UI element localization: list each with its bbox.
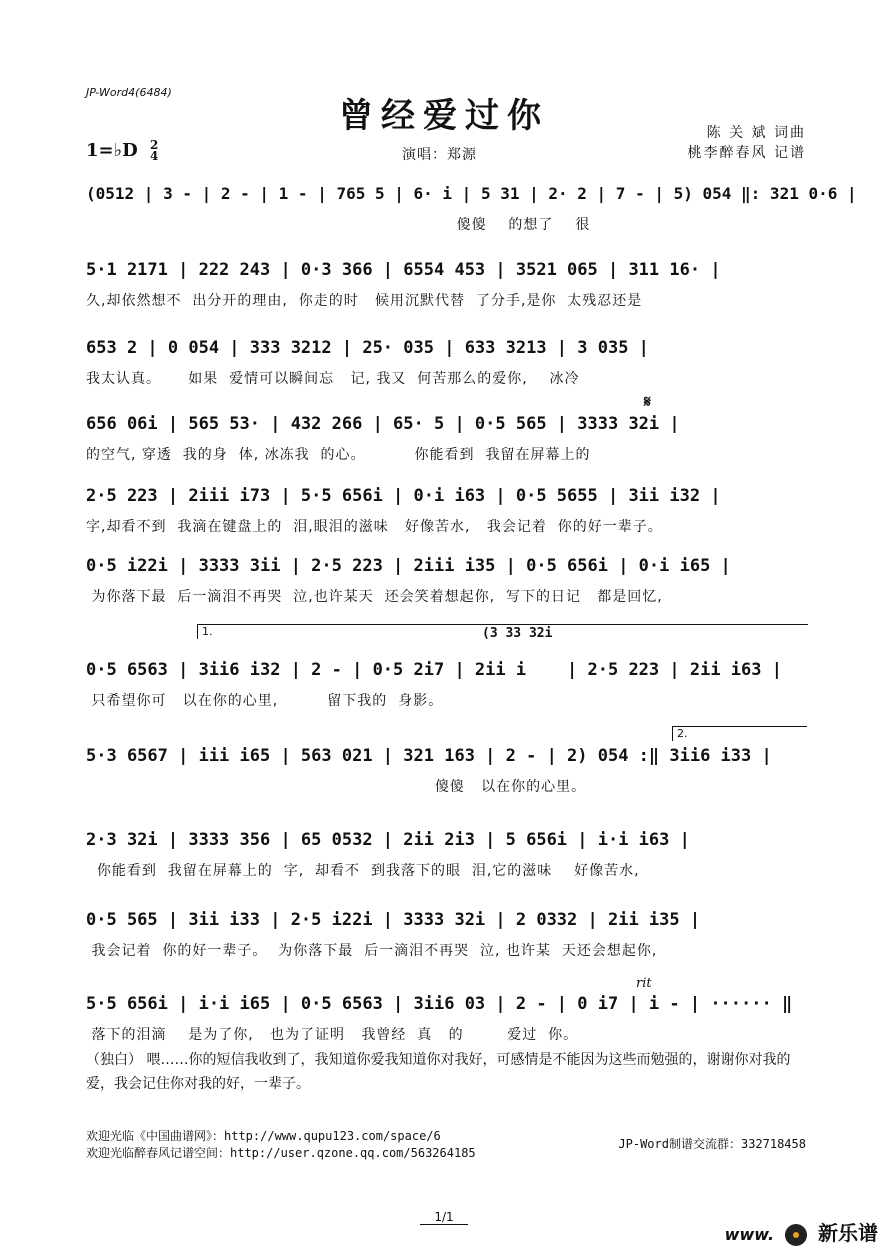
brand-name: 新乐谱 [818, 1221, 878, 1245]
volta-2-bracket [672, 726, 807, 741]
rit-marking: rit [636, 976, 652, 991]
ossia-notes: (3 33 32i [482, 626, 553, 641]
row-notes: 2·5 223 | 2iii i73 | 5·5 656i | 0·i i63 | 0·5 5655 | 3ii i32 | [86, 486, 721, 506]
row-notes: 5·3 6567 | iii i65 | 563 021 | 321 163 | 2 - | 2) 054 :‖ 3ii6 i33 | [86, 746, 772, 766]
transcriber-credit: 桃李醉春风 记谱 [687, 145, 806, 161]
brand-watermark [725, 1217, 878, 1246]
brand-www: www. [724, 1225, 775, 1244]
brand-logo-icon [785, 1224, 807, 1246]
row-notes: 0·5 565 | 3ii i33 | 2·5 i22i | 3333 32i | 2 0332 | 2ii i35 | [86, 910, 701, 930]
software-label: JP-Word4(6484) [86, 86, 172, 99]
footer-link-1[interactable]: 欢迎光临《中国曲谱网》：http://www.qupu123.com/space/6 [86, 1129, 441, 1143]
time-top: 2 [150, 138, 159, 152]
row-lyrics: 你能看到 我留在屏幕上的 字, 却看不 到我落下的眼 泪,它的滋味 好像苦水, [86, 863, 640, 879]
key-text: 1=♭D [86, 140, 138, 161]
volta-2-label: 2. [677, 727, 688, 740]
time-signature [150, 140, 158, 162]
page-title: 曾经爱过你 [339, 96, 549, 136]
row-lyrics: 傻傻 以在你的心里。 [86, 779, 587, 795]
row-lyrics: 傻傻 的想了 很 [86, 217, 591, 233]
row-notes: (0512 | 3 - | 2 - | 1 - | 765 5 | 6· i | 5 31 | 2· 2 | 7 - | 5) 054 ‖: 321 0·6 | [86, 184, 857, 203]
time-bottom: 4 [150, 149, 159, 163]
row-notes: 5·1 2171 | 222 243 | 0·3 366 | 6554 453 | 3521 065 | 311 16· | [86, 260, 721, 280]
composer-credit: 陈 关 斌 词曲 [706, 125, 806, 141]
row-lyrics: 久,却依然想不 出分开的理由, 你走的时 候用沉默代替 了分手,是你 太残忍还是 [86, 293, 643, 309]
volta-1-label: 1. [202, 625, 213, 638]
row-notes: 0·5 i22i | 3333 3ii | 2·5 223 | 2iii i35 | 0·5 656i | 0·i i65 | [86, 556, 731, 576]
row-notes: 656 06i | 565 53· | 432 266 | 65· 5 | 0·5 565 | 3333 32i | [86, 414, 680, 434]
footer-links [86, 1128, 476, 1162]
row-lyrics: 只希望你可 以在你的心里, 留下我的 身影。 [86, 693, 444, 709]
group-number: JP-Word制谱交流群：332718458 [618, 1137, 806, 1151]
row-notes: 5·5 656i | i·i i65 | 0·5 6563 | 3ii6 03 | 2 - | 0 i7 | i - | ······ ‖ [86, 994, 793, 1014]
row-lyrics: 字,却看不到 我滴在键盘上的 泪,眼泪的滋味 好像苦水, 我会记着 你的好一辈子。 [86, 519, 663, 535]
page-number-text: 1/1 [420, 1210, 467, 1225]
footer-link-2[interactable]: 欢迎光临醉春风记谱空间：http://user.qzone.qq.com/563264185 [86, 1146, 476, 1160]
row-notes: 2·3 32i | 3333 356 | 65 0532 | 2ii 2i3 | 5 656i | i·i i63 | [86, 830, 690, 850]
row-lyrics: 我太认真。 如果 爱情可以瞬间忘 记, 我又 何苦那么的爱你, 冰冷 [86, 371, 580, 387]
segno-icon: 𝄋 [644, 392, 651, 411]
row-notes: 653 2 | 0 054 | 333 3212 | 25· 035 | 633 3213 | 3 035 | [86, 338, 649, 358]
singer-label: 演唱：郑源 [402, 147, 477, 163]
row-lyrics: 的空气, 穿透 我的身 体, 冰冻我 的心。 你能看到 我留在屏幕上的 [86, 447, 591, 463]
monologue-text: （独白） 喂……你的短信我收到了，我知道你爱我知道你对我好，可感情是不能因为这些而勉强的，谢谢你对我的爱，我会记住你对我的好，一辈子。 [86, 1052, 791, 1092]
row-notes: 0·5 6563 | 3ii6 i32 | 2 - | 0·5 2i7 | 2ii i | 2·5 223 | 2ii i63 | [86, 660, 782, 680]
row-lyrics: 为你落下最 后一滴泪不再哭 泣,也许某天 还会笑着想起你, 写下的日记 都是回忆, [86, 589, 663, 605]
key-signature [86, 140, 158, 162]
row-lyrics: 我会记着 你的好一辈子。 为你落下最 后一滴泪不再哭 泣, 也许某 天还会想起你, [86, 943, 658, 959]
row-lyrics: 落下的泪滴 是为了你, 也为了证明 我曾经 真 的 爱过 你。 [86, 1027, 579, 1043]
